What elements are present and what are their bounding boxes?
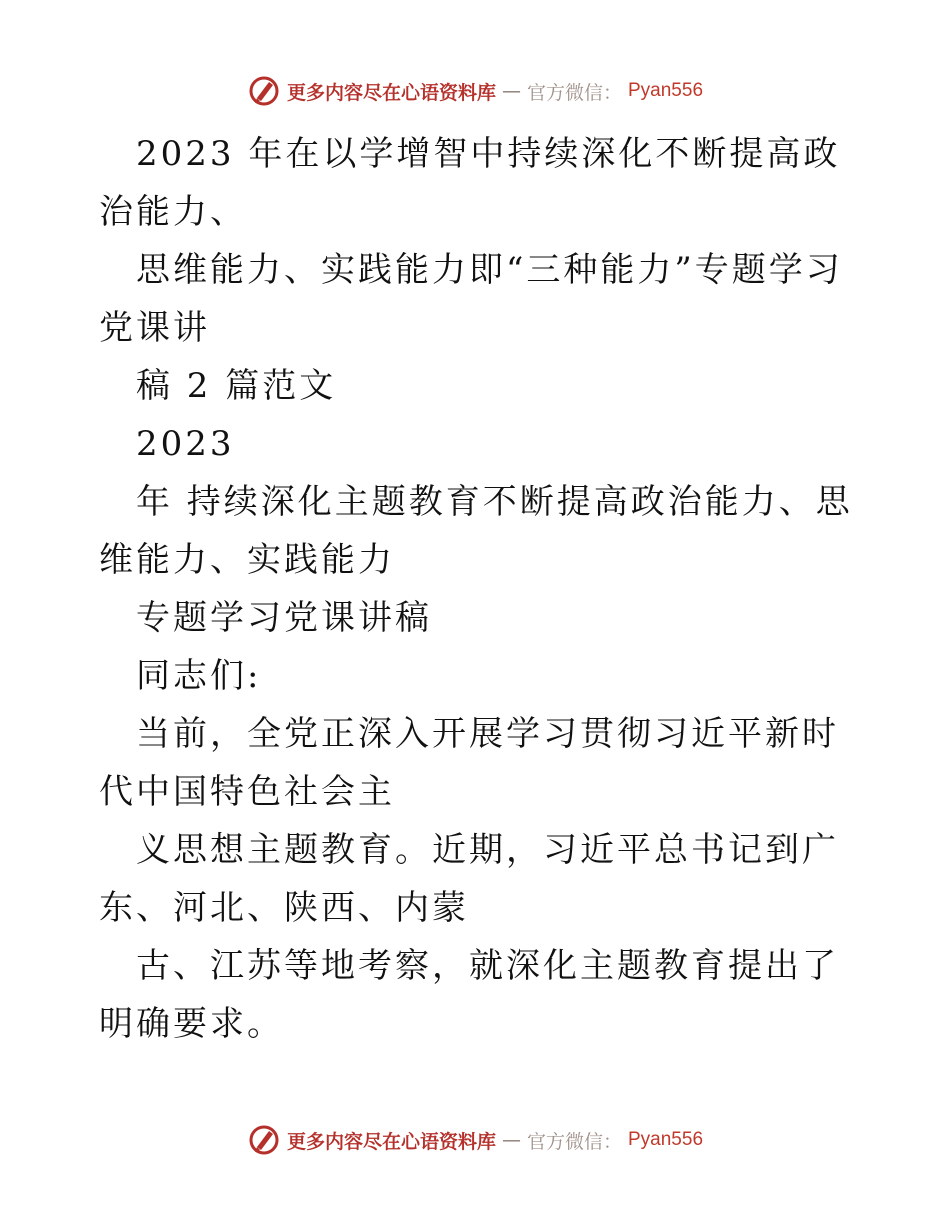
- watermark-wechat-label: 官方微信：: [526, 81, 622, 104]
- paragraph: 2023 年在以学增智中持续深化不断提高政治能力、: [99, 134, 841, 232]
- watermark-brand: 更多内容尽在心语资料库: [286, 1130, 496, 1153]
- watermark-brand: 更多内容尽在心语资料库: [286, 81, 496, 104]
- watermark-separator: —: [501, 1129, 521, 1151]
- paragraph: 同志们:: [136, 656, 262, 696]
- paragraph: 思维能力、实践能力即“三种能力”专题学习党课讲: [99, 250, 843, 348]
- watermark-wechat-id: Pyan556: [628, 1129, 704, 1150]
- watermark-separator: —: [501, 80, 521, 102]
- pen-logo-icon: [247, 74, 281, 108]
- document-body: [99, 125, 859, 1053]
- watermark-wechat-label: 官方微信：: [526, 1130, 622, 1153]
- pen-logo-icon: [247, 1123, 281, 1157]
- paragraph: 2023: [136, 424, 235, 464]
- paragraph: 稿 2 篇范文: [136, 366, 337, 406]
- footer-watermark: [0, 1122, 950, 1158]
- paragraph: 古、江苏等地考察，就深化主题教育提出了明确要求。: [99, 946, 839, 1044]
- paragraph: 年 持续深化主题教育不断提高政治能力、思维能力、实践能力: [99, 482, 853, 580]
- watermark-wechat-id: Pyan556: [628, 80, 704, 101]
- paragraph: 义思想主题教育。近期，习近平总书记到广东、河北、陕西、内蒙: [99, 830, 839, 928]
- header-watermark: [0, 73, 950, 109]
- paragraph: 当前，全党正深入开展学习贯彻习近平新时代中国特色社会主: [99, 714, 839, 812]
- paragraph: 专题学习党课讲稿: [136, 598, 432, 638]
